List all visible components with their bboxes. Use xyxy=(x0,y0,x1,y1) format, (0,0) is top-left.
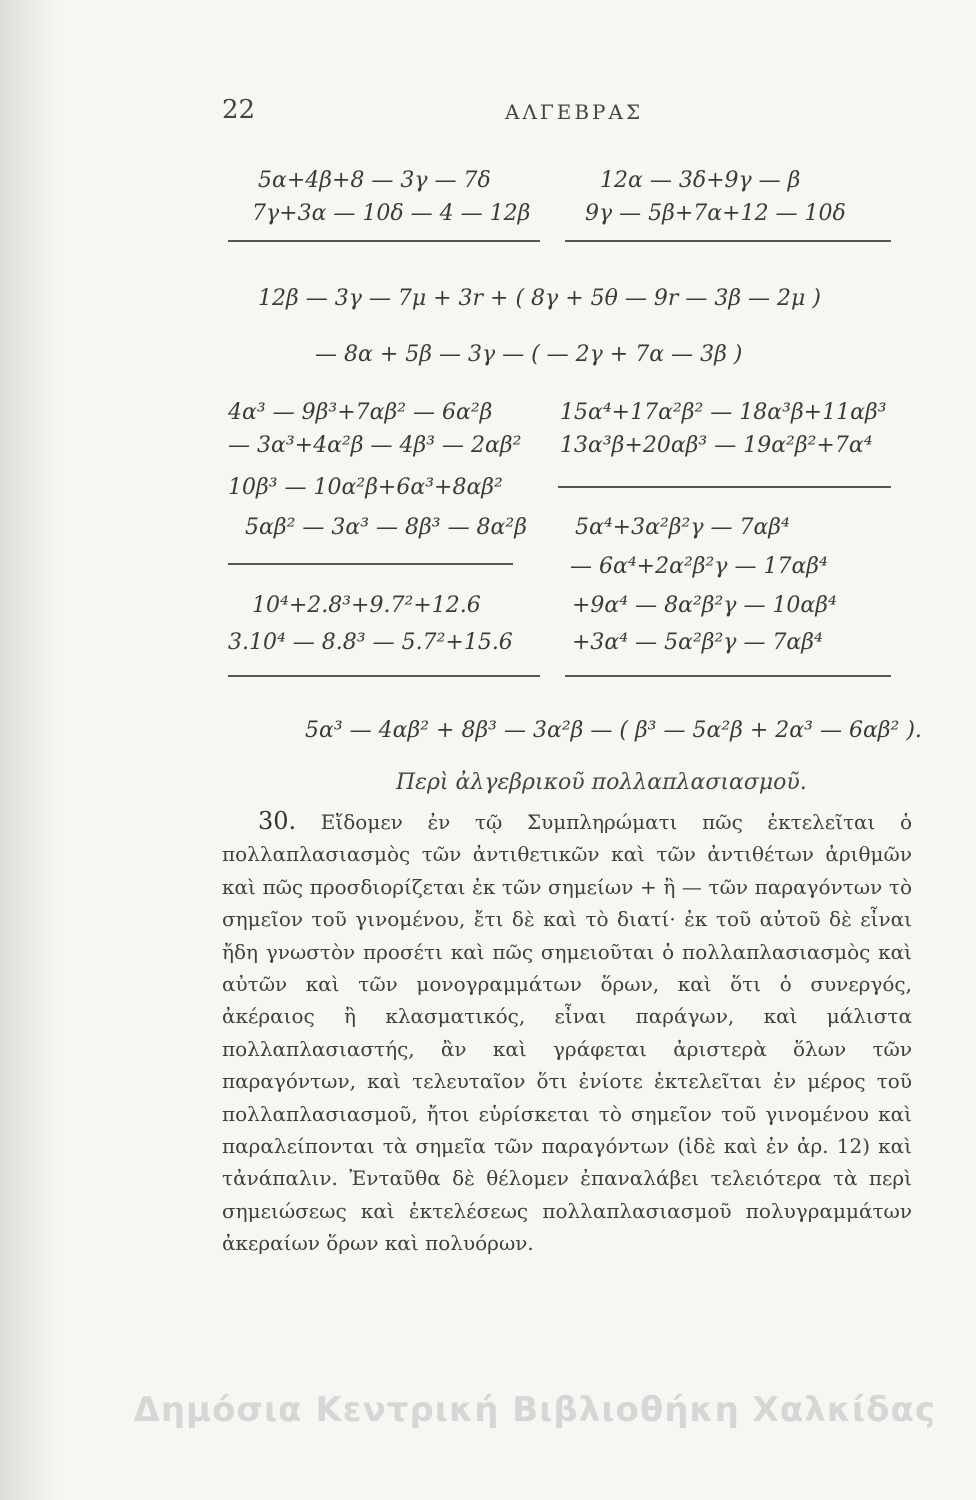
paragraph-number: 30. xyxy=(258,807,297,835)
rule-block1-right xyxy=(565,240,891,242)
expr-block2-left-3: 10β³ — 10α²β+6α³+8αβ² xyxy=(228,475,503,500)
library-watermark: Δημόσια Κεντρική Βιβλιοθήκη Χαλκίδας xyxy=(133,1390,936,1430)
rule-block2-right xyxy=(558,486,891,488)
rule-block3-right xyxy=(565,675,891,677)
running-title: ΑΛΓΕΒΡΑΣ xyxy=(505,100,644,124)
expr-block2-left-2: — 3α³+4α²β — 4β³ — 2αβ² xyxy=(228,433,522,458)
rule-block2-left xyxy=(228,563,513,565)
expr-line-a: 12β — 3γ — 7μ + 3r + ( 8γ + 5θ — 9r — 3β — 2μ ) xyxy=(258,286,821,311)
expr-block1-left-2: 7γ+3α — 10δ — 4 — 12β xyxy=(252,201,531,226)
expr-block2-left-4: 5αβ² — 3α³ — 8β³ — 8α²β xyxy=(245,515,527,540)
expr-block3-left-2: 3.10⁴ — 8.8³ — 5.7²+15.6 xyxy=(228,630,513,655)
expr-line-final: 5α³ — 4αβ² + 8β³ — 3α²β — ( β³ — 5α²β + 2α³ — 6αβ² ). xyxy=(305,718,922,743)
page-gutter-shadow xyxy=(0,0,60,1500)
paragraph-body: Εἴδομεν ἐν τῷ Συμπληρώματι πῶς ἐκτελεῖται ὁ πολλαπλασιασμὸς τῶν ἀντιθετικῶν καὶ τῶν ἀντιθέτων ἀριθμῶν καὶ πῶς προσδιορίζεται ἐκ τῶν σημείων + ἢ — τῶν παραγόντων τὸ σημεῖον τοῦ γινομένου, ἔτι δὲ καὶ τὸ διατί· ἐκ τοῦ αὐτοῦ δὲ εἶναι ἤδη γνωστὸν προσέτι καὶ πῶς σημειοῦται ὁ πολλαπλασιασμὸς καὶ αὐτῶν καὶ τῶν μονογραμμάτων ὅρων, καὶ ὅτι ὁ συνεργός, ἀκέραιος ἢ κλασματικός, εἶναι παράγων, καὶ μάλιστα πολλαπλασιαστής, ἂν καὶ γράφεται ἀριστερὰ ὅλων τῶν παραγόντων, καὶ τελευταῖον ὅτι ἐνίοτε ἐκτελεῖται ἐν μέρος τοῦ πολλαπλασιασμοῦ, ἤτοι εὑρίσκεται τὸ σημεῖον τοῦ γινομένου καὶ παραλείπονται τὰ σημεῖα τῶν παραγόντων (ἰδὲ καὶ ἐν ἀρ. 12) καὶ τἀνάπαλιν. Ἐνταῦθα δὲ θέλομεν ἐπαναλάβει τελειότερα τὰ περὶ σημειώσεως καὶ ἐκτελέσεως πολλαπλασιασμοῦ πολυγραμμάτων ἀκεραίων ὅρων καὶ πολυόρων. xyxy=(222,810,913,1256)
section-title: Περὶ ἀλγεβρικοῦ πολλαπλασιασμοῦ. xyxy=(396,770,807,795)
paragraph-30 xyxy=(222,805,912,1260)
expr-block1-left-1: 5α+4β+8 — 3γ — 7δ xyxy=(258,168,491,193)
rule-block3-left xyxy=(228,675,540,677)
expr-block3-left-1: 10⁴+2.8³+9.7²+12.6 xyxy=(252,593,481,618)
rule-block1-left xyxy=(228,240,540,242)
expr-block2-left-1: 4α³ — 9β³+7αβ² — 6α²β xyxy=(228,400,493,425)
expr-block2-right-2: 13α³β+20αβ³ — 19α²β²+7α⁴ xyxy=(560,433,873,458)
expr-block3-right-3: +9α⁴ — 8α²β²γ — 10αβ⁴ xyxy=(572,593,837,618)
expr-block3-right-2: — 6α⁴+2α²β²γ — 17αβ⁴ xyxy=(570,554,828,579)
expr-block3-right-4: +3α⁴ — 5α²β²γ — 7αβ⁴ xyxy=(572,630,823,655)
expr-line-b: — 8α + 5β — 3γ — ( — 2γ + 7α — 3β ) xyxy=(315,342,743,367)
expr-block2-right-1: 15α⁴+17α²β² — 18α³β+11αβ³ xyxy=(560,400,887,425)
expr-block1-right-2: 9γ — 5β+7α+12 — 10δ xyxy=(585,201,846,226)
page-number: 22 xyxy=(222,95,256,125)
expr-block3-right-1: 5α⁴+3α²β²γ — 7αβ⁴ xyxy=(575,515,790,540)
expr-block1-right-1: 12α — 3δ+9γ — β xyxy=(600,168,801,193)
